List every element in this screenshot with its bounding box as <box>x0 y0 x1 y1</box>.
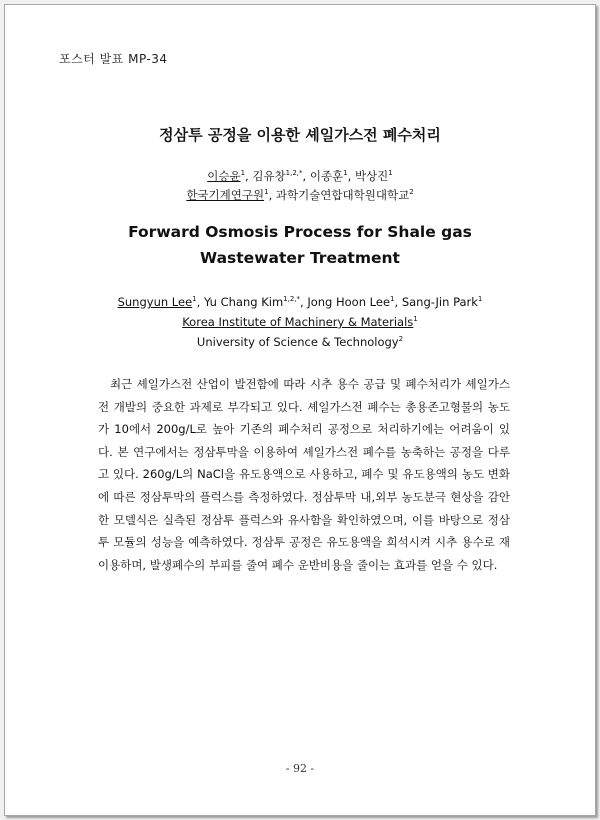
affiliation-english-2 <box>5 335 595 349</box>
page-number: - 92 - <box>285 762 315 775</box>
session-header: 포스터 발표 MP-34 <box>59 52 168 66</box>
affiliation-name: 한국기계연구원 <box>186 188 265 202</box>
authors-korean: 이승윤$^1$, 김유창$^{1,2,*}$, 이종훈$^1$, 박상진$^1$ <box>207 169 393 183</box>
author-name: 김유창 <box>252 169 286 183</box>
title-korean: 정삼투 공정을 이용한 셰일가스전 폐수처리 <box>159 126 441 144</box>
affiliation-name: 과학기술연합대학원대학교 <box>275 188 410 202</box>
author-name: Sang-Jin Park <box>401 295 478 309</box>
author-sup: 1 <box>477 295 483 304</box>
affiliation-english-1 <box>5 315 595 329</box>
affiliation-sup: 2 <box>398 335 404 344</box>
author-sup: 1,2,* <box>285 169 303 178</box>
abstract-text: 최근 셰일가스전 산업이 발전함에 따라 시추 용수 공급 및 폐수처리가 셰일가스전 개발의 중요한 과제로 부각되고 있다. 셰일가스전 폐수는 총용존고형물의 농도가 10에서 200g/L로 높아 기존의 폐수처리 공정으로 처리하기에는 어려움이 있다. 본 연구에서는 정삼투막을 이용하여 셰일가스전 폐수를 농축하는 공정을 다루고 있다. 260g/L의 NaCl을 유도용액으로 사용하고, 폐수 및 유도용액의 농도 변화에 따른 정삼투막의 플럭스를 측정하였다. 정삼투막 내,외부 농도분극 현상을 감안한 모델식은 실측된 정삼투 플럭스와 유사함을 확인하였으며, 이를 바탕으로 정삼투 모듈의 성능을 예측하였다. 정삼투 공정은 유도용액을 희석시켜 시추 용수로 재이용하며, 발생폐수의 부피를 줄여 폐수 운반비용을 줄이는 효과를 얻을 수 있다. <box>98 377 510 572</box>
affiliation-name: University of Science & Technology <box>196 335 399 349</box>
author-sup: 1 <box>388 169 393 178</box>
author-sup: 1 <box>390 295 395 304</box>
author-sup: 1 <box>343 169 348 178</box>
affiliations-korean: 한국기계연구원$^1$, 과학기술연합대학원대학교$^2$ <box>186 188 414 202</box>
affiliation-sup: 1 <box>413 315 418 324</box>
author-name: Jong Hoon Lee <box>307 295 391 309</box>
author-name: 박상진 <box>354 169 389 183</box>
author-name: Yu Chang Kim <box>203 295 284 309</box>
author-sup: 1 <box>240 169 246 178</box>
author-name: Sungyun Lee <box>117 295 193 309</box>
paper-page <box>4 4 596 816</box>
author-sup: 1 <box>192 295 197 304</box>
author-name: 이종훈 <box>309 169 344 183</box>
affiliation-name: Korea Institute of Machinery & Materials <box>182 315 414 329</box>
affiliation-sup: 1 <box>264 188 269 197</box>
authors-english: Sungyun Lee$^1$, Yu Chang Kim$^{1,2,*}$, Jong Hoon Lee$^1$, Sang-Jin Park$^1$ <box>117 295 483 309</box>
affiliation-sup: 2 <box>409 188 414 197</box>
title-english: Forward Osmosis Process for Shale gas Wastewater Treatment <box>128 223 472 267</box>
author-name: 이승윤 <box>207 169 241 183</box>
author-sup: 1,2,* <box>283 295 301 304</box>
